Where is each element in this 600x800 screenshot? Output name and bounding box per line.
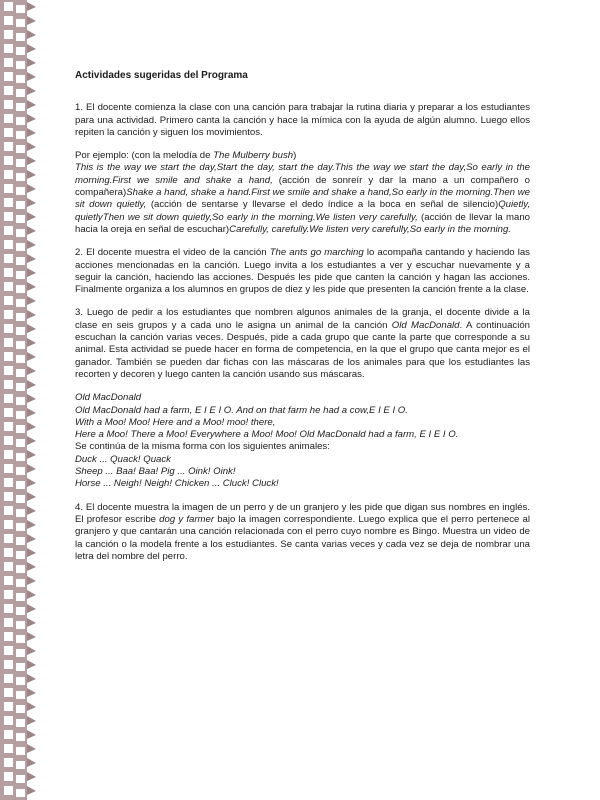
border-square [16,75,25,83]
border-tab [27,422,36,431]
border-tab [27,394,36,403]
border-square [16,313,25,321]
border-tab [27,114,36,123]
document-body [75,70,530,563]
border-square [4,254,13,263]
border-tab [27,142,36,151]
border-square [16,47,25,55]
border-square [4,492,13,501]
activity-4: 4. El docente muestra la imagen de un perro y de un granjero y les pide que digan sus nombres en inglés. El profesor escribe dog y farmer bajo la imagen correspondiente. Luego explica que el perro pertenece al granjero y que cantarán una canción relacionada con el perro cuyo nombre es Bingo. Muestra un video de la canción o la modela frente a los estudiantes. Se canta varias veces y cada vez se deja de nombrar una letra del nombre del perro. [75,501,531,562]
border-square [16,103,25,111]
border-square [4,380,13,389]
border-tab [27,86,36,95]
border-square [16,145,25,153]
border-square [4,2,13,11]
border-square [4,660,13,669]
border-square [4,240,13,249]
border-square [16,425,25,433]
border-tab [27,254,36,263]
activity-1: 1. El docente comienza la clase con una canción para trabajar la rutina diaria y preparar a los estudiantes para una actividad. Primero canta la canción y hace la mímica con la ayuda de algún alumno. Luego ellos repiten la canción y siguen los movimientos. [75,102,530,138]
border-tab [27,786,36,795]
border-tab [27,506,36,515]
border-tab [27,478,36,487]
border-square [4,170,13,179]
border-tab [27,716,36,725]
border-square [4,184,13,193]
border-tab [27,772,36,781]
border-tab [27,520,36,529]
border-square [16,649,25,657]
border-square [16,705,25,713]
border-tab [27,310,36,319]
border-tab [27,324,36,333]
border-square [16,341,25,349]
border-square [16,495,25,503]
border-tab [27,100,36,109]
border-square [4,394,13,403]
border-square [16,621,25,629]
border-square [16,467,25,475]
border-tab [27,702,36,711]
border-tab [27,590,36,599]
border-square [4,716,13,725]
border-square [16,187,25,195]
border-square [16,355,25,363]
border-square [4,114,13,123]
border-tab [27,240,36,249]
border-square [16,579,25,587]
lyrics-line: Duck ... Quack! Quack [75,453,171,465]
example-intro: Por ejemplo: (con la melodía de The Mulberry bush) [75,150,297,162]
border-tab [27,352,36,361]
border-tab [27,30,36,39]
border-square [16,215,25,223]
page-title: Actividades sugeridas del Programa [75,70,248,81]
border-square [4,744,13,753]
border-tab [27,688,36,697]
border-square [4,646,13,655]
border-square [4,324,13,333]
example-song: This is the way we start the day,Start the day, start the day.This the way we start the day,So early in the morning.First we smile and shake a hand, (acción de sonreír y dar la mano a un compañero o compañera)Shake a hand, shake a hand.First we smile and shake a hand,So early in the morning.Then we sit down quietly, (acción de sentarse y llevarse el dedo índice a la boca en señal de silencio)Quietly, quietlyThen we sit down quietly,So early in the morning.We listen very carefully, (acción de llevar la mano hacia la oreja en señal de escuchar)Carefully, carefully.We listen very carefully,So early in the morning. [75,162,531,235]
border-tab [27,198,36,207]
border-pattern [0,0,40,800]
border-square [16,747,25,755]
border-square [16,257,25,265]
border-tab [27,72,36,81]
border-square [16,33,25,41]
border-tab [27,408,36,417]
border-square [16,285,25,293]
border-square [4,758,13,767]
border-square [4,464,13,473]
border-tab [27,380,36,389]
lyrics-note: Se continúa de la misma forma con los siguientes animales: [75,441,330,453]
border-square [4,548,13,557]
border-square [4,366,13,375]
border-square [16,509,25,517]
border-square [4,86,13,95]
border-square [16,271,25,279]
border-tab [27,534,36,543]
border-square [4,310,13,319]
border-square [16,537,25,545]
border-tab [27,492,36,501]
border-square [4,506,13,515]
border-square [4,16,13,25]
border-square [16,775,25,783]
activity-2: 2. El docente muestra el video de la canción The ants go marching lo acompaña cantando y haciendo las acciones mencionadas en la canción. Luego invita a los estudiantes a ver y escuchar nuevamente y a seguir la canción, haciendo las acciones. Después les pide que canten la canción y hagan las acciones. Finalmente organiza a los alumnos en grupos de diez y les pide que presenten la canción frente a la clase. [75,247,530,296]
border-square [4,198,13,207]
border-tab [27,646,36,655]
border-tab [27,128,36,137]
border-square [16,299,25,307]
border-tab [27,632,36,641]
border-square [4,408,13,417]
border-tab [27,226,36,235]
border-square [16,677,25,685]
border-square [16,453,25,461]
border-square [4,142,13,151]
border-square [16,201,25,209]
border-tab [27,604,36,613]
border-tab [27,184,36,193]
border-square [16,789,25,797]
border-square [4,632,13,641]
border-square [4,296,13,305]
border-square [4,772,13,781]
border-square [16,411,25,419]
border-square [4,478,13,487]
border-square [4,436,13,445]
border-tab [27,548,36,557]
border-square [4,268,13,277]
border-square [4,534,13,543]
border-square [4,590,13,599]
border-tab [27,730,36,739]
border-square [4,786,13,795]
border-square [16,593,25,601]
border-square [16,565,25,573]
border-square [4,338,13,347]
border-tab [27,436,36,445]
border-square [4,422,13,431]
lyrics-line: With a Moo! Moo! Here and a Moo! moo! there, [75,416,276,428]
border-tab [27,366,36,375]
border-square [16,439,25,447]
border-square [4,352,13,361]
border-square [4,730,13,739]
border-square [16,243,25,251]
border-tab [27,464,36,473]
border-square [16,173,25,181]
border-square [4,450,13,459]
border-tab [27,562,36,571]
border-tab [27,170,36,179]
border-square [4,520,13,529]
border-square [4,702,13,711]
border-tab [27,296,36,305]
border-square [16,523,25,531]
lyrics-line: Old MacDonald had a farm, E I E I O. And on that farm he had a cow,E I E I O. [75,404,408,416]
border-tab [27,44,36,53]
border-square [4,576,13,585]
border-square [16,551,25,559]
border-tab [27,758,36,767]
border-square [4,618,13,627]
border-tab [27,674,36,683]
border-square [4,562,13,571]
border-tab [27,450,36,459]
border-square [16,229,25,237]
border-square [16,383,25,391]
border-square [4,72,13,81]
border-square [4,674,13,683]
border-square [16,663,25,671]
border-square [4,212,13,221]
border-square [16,117,25,125]
border-square [16,5,25,13]
border-square [16,327,25,335]
activity-3: 3. Luego de pedir a los estudiantes que nombren algunos animales de la granja, el docente divide a la clase en seis grupos y a cada uno le asigna un animal de la canción Old MacDonald. A continuación escuchan la canción varias veces. Después, pide a cada grupo que cante la parte que corresponde a su animal. Esta actividad se puede hacer en forma de competencia, en la que el grupo que canta mejor es el ganador. También se pueden dar fichas con las máscaras de los animales para que los estudiantes las recorten y decoren y luego canten la canción usando sus máscaras. [75,307,531,380]
border-square [16,635,25,643]
border-square [16,159,25,167]
border-tab [27,268,36,277]
border-square [4,156,13,165]
border-square [16,61,25,69]
border-tab [27,156,36,165]
border-square [4,688,13,697]
border-tab [27,660,36,669]
border-square [4,100,13,109]
lyrics-line: Sheep ... Baa! Baa! Pig ... Oink! Oink! [75,466,236,478]
border-square [16,607,25,615]
border-square [4,44,13,53]
lyrics-title: Old MacDonald [75,392,142,404]
border-tab [27,2,36,11]
border-tab [27,576,36,585]
border-square [16,719,25,727]
border-tab [27,338,36,347]
border-tab [27,58,36,67]
border-square [4,128,13,137]
border-square [4,58,13,67]
decorative-border [0,0,40,800]
border-square [16,89,25,97]
border-square [16,19,25,27]
border-tab [27,282,36,291]
border-square [4,604,13,613]
border-square [16,369,25,377]
border-square [16,761,25,769]
border-square [16,691,25,699]
lyrics-line: Here a Moo! There a Moo! Everywhere a Moo! Moo! Old MacDonald had a farm, E I E I O. [75,429,459,441]
border-tab [27,16,36,25]
border-square [4,282,13,291]
border-square [16,131,25,139]
border-tab [27,618,36,627]
border-tab [27,212,36,221]
border-square [16,397,25,405]
border-square [4,226,13,235]
lyrics-block [75,392,530,490]
border-tab [27,744,36,753]
border-square [16,733,25,741]
border-square [4,30,13,39]
border-square [16,481,25,489]
lyrics-line: Horse ... Neigh! Neigh! Chicken ... Cluck! Cluck! [75,478,279,490]
